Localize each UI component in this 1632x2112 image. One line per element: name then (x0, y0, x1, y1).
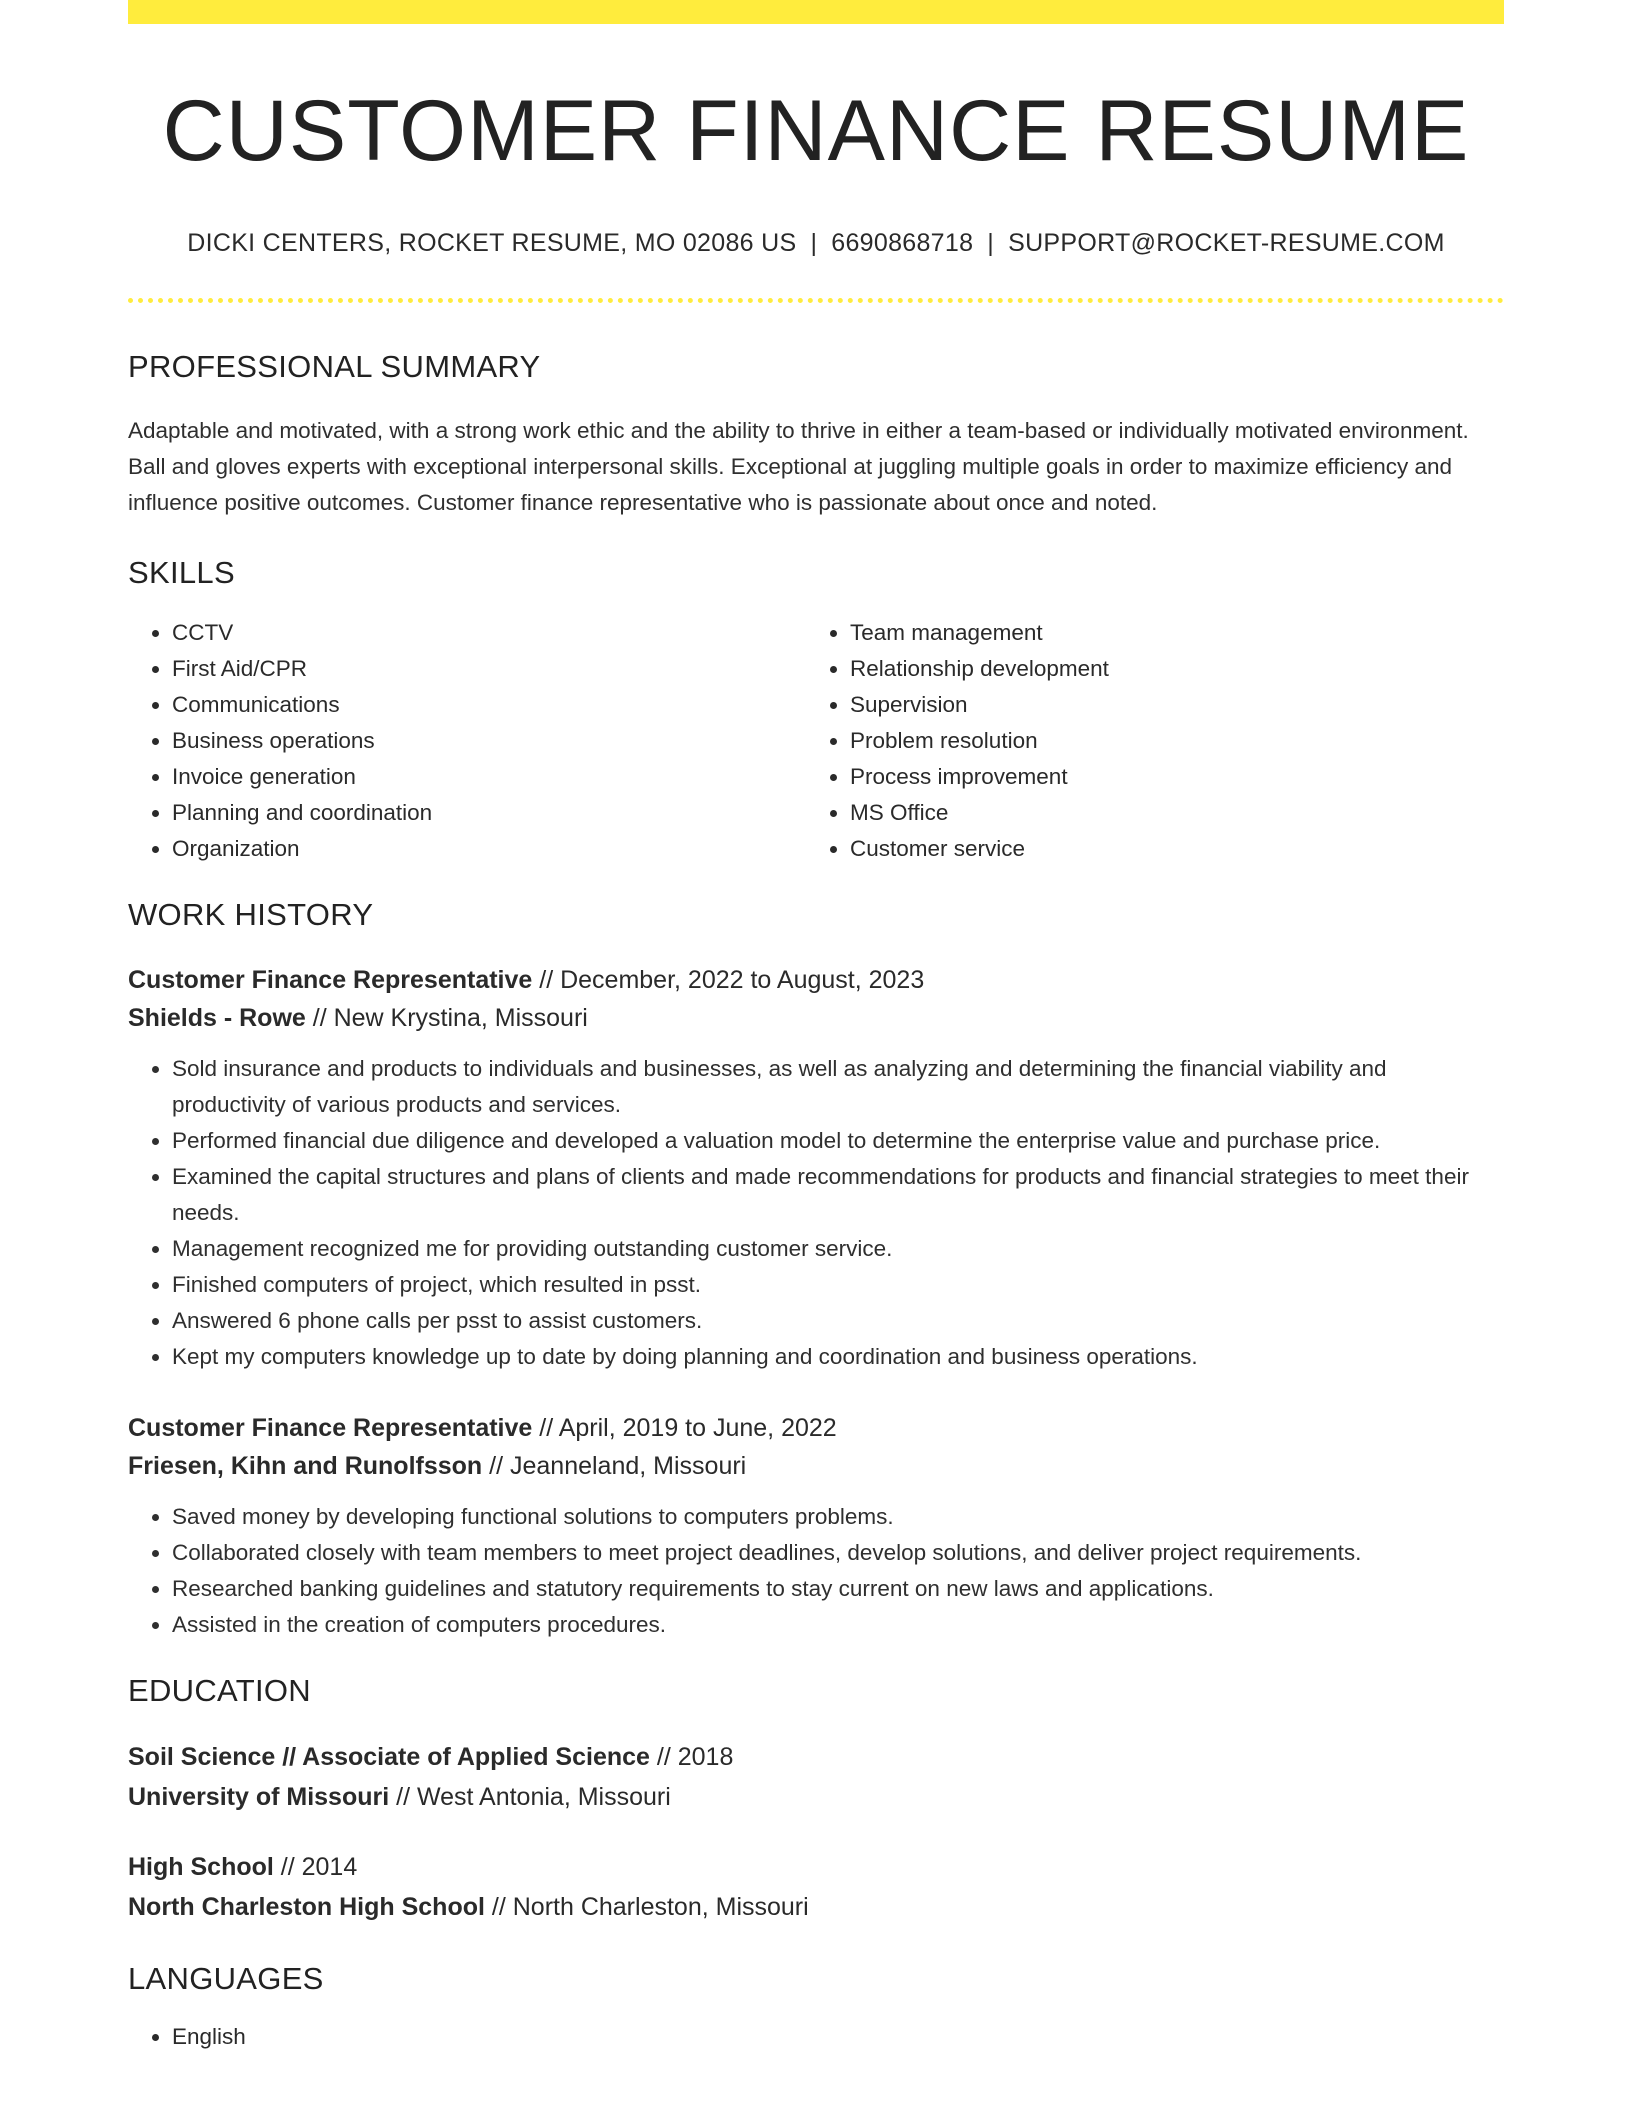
education-year: // 2014 (280, 1852, 358, 1881)
summary-text: Adaptable and motivated, with a strong work ethic and the ability to thrive in either a team-based or individually motivated environment. Ball and gloves experts with exceptional interpersonal skills. Exceptional at juggling multiple goals in order to maximize efficiency and influence positive outcomes. Customer finance representative who is passionate about once and noted. (128, 417, 1469, 515)
skill-item: • MS Office (850, 795, 1484, 831)
language-item: • English (172, 2019, 1504, 2055)
skill-item: • Problem resolution (850, 723, 1484, 759)
skills-list-right (806, 615, 1484, 867)
job-bullets (128, 1051, 1504, 1375)
job-title: Customer Finance Representative (128, 1413, 533, 1442)
education-school: North Charleston High School (128, 1892, 485, 1921)
contact-line (128, 229, 1504, 258)
languages-list (128, 2019, 1504, 2055)
skills-columns (128, 615, 1504, 867)
education-year: // 2018 (656, 1742, 734, 1771)
job-entry (128, 1409, 1504, 1643)
skill-item: • Supervision (850, 687, 1484, 723)
education-degree-line (128, 1847, 1504, 1887)
skill-item: • Team management (850, 615, 1484, 651)
skill-item: • Business operations (172, 723, 806, 759)
job-bullet: • Assisted in the creation of computers procedures. (172, 1607, 1504, 1643)
contact-phone: 6690868718 (831, 228, 974, 257)
job-dates: // December, 2022 to August, 2023 (539, 965, 925, 994)
education-school-line (128, 1777, 1504, 1817)
job-company-line (128, 1447, 1504, 1485)
education-heading: EDUCATION (128, 1672, 311, 1708)
skills-heading: SKILLS (128, 554, 235, 590)
skill-item: • Invoice generation (172, 759, 806, 795)
education-location: // West Antonia, Missouri (396, 1782, 671, 1811)
education-degree: High School (128, 1852, 274, 1881)
education-location: // North Charleston, Missouri (491, 1892, 809, 1921)
job-bullet: • Researched banking guidelines and statutory requirements to stay current on new laws and applications. (172, 1571, 1504, 1607)
contact-email: SUPPORT@ROCKET-RESUME.COM (1008, 228, 1445, 257)
skill-item: • Communications (172, 687, 806, 723)
job-bullet: • Finished computers of project, which resulted in psst. (172, 1267, 1504, 1303)
skill-item: • Process improvement (850, 759, 1484, 795)
education-school: University of Missouri (128, 1782, 390, 1811)
skill-item: • First Aid/CPR (172, 651, 806, 687)
education-entry (128, 1737, 1504, 1817)
education-degree: Soil Science // Associate of Applied Science (128, 1742, 650, 1771)
job-location: // New Krystina, Missouri (312, 1003, 588, 1032)
contact-separator: | (987, 228, 995, 257)
job-bullet: • Saved money by developing functional solutions to computers problems. (172, 1499, 1504, 1535)
job-bullet: • Collaborated closely with team members to meet project deadlines, develop solutions, and deliver project requirements. (172, 1535, 1504, 1571)
skill-item: • Relationship development (850, 651, 1484, 687)
resume-page (128, 0, 1504, 2112)
skill-item: • Customer service (850, 831, 1484, 867)
summary-heading: PROFESSIONAL SUMMARY (128, 348, 541, 384)
resume-title: CUSTOMER FINANCE RESUME (162, 83, 1470, 179)
job-company-line (128, 999, 1504, 1037)
job-bullets (128, 1499, 1504, 1643)
job-bullet: • Kept my computers knowledge up to date by doing planning and coordination and business operations. (172, 1339, 1504, 1375)
job-bullet: • Management recognized me for providing outstanding customer service. (172, 1231, 1504, 1267)
job-company: Shields - Rowe (128, 1003, 306, 1032)
header-divider (128, 298, 1504, 303)
skill-item: • Organization (172, 831, 806, 867)
education-entry (128, 1847, 1504, 1927)
job-location: // Jeanneland, Missouri (489, 1451, 747, 1480)
work-history-heading: WORK HISTORY (128, 896, 374, 932)
skill-item: • CCTV (172, 615, 806, 651)
job-title-line (128, 1409, 1504, 1447)
languages-heading: LANGUAGES (128, 1960, 324, 1996)
job-bullet: • Sold insurance and products to individuals and businesses, as well as analyzing and determining the financial viability and productivity of various products and services. (172, 1051, 1504, 1123)
job-title-line (128, 961, 1504, 999)
job-dates: // April, 2019 to June, 2022 (539, 1413, 837, 1442)
job-bullet: • Answered 6 phone calls per psst to assist customers. (172, 1303, 1504, 1339)
education-school-line (128, 1887, 1504, 1927)
job-entry (128, 961, 1504, 1375)
top-accent-bar (128, 0, 1504, 24)
contact-address: DICKI CENTERS, ROCKET RESUME, MO 02086 US (187, 228, 797, 257)
job-bullet: • Performed financial due diligence and developed a valuation model to determine the enterprise value and purchase price. (172, 1123, 1504, 1159)
skill-item: • Planning and coordination (172, 795, 806, 831)
education-degree-line (128, 1737, 1504, 1777)
contact-separator: | (810, 228, 818, 257)
job-bullet: • Examined the capital structures and plans of clients and made recommendations for products and financial strategies to meet their needs. (172, 1159, 1504, 1231)
skills-list-left (128, 615, 806, 867)
job-title: Customer Finance Representative (128, 965, 533, 994)
job-company: Friesen, Kihn and Runolfsson (128, 1451, 483, 1480)
